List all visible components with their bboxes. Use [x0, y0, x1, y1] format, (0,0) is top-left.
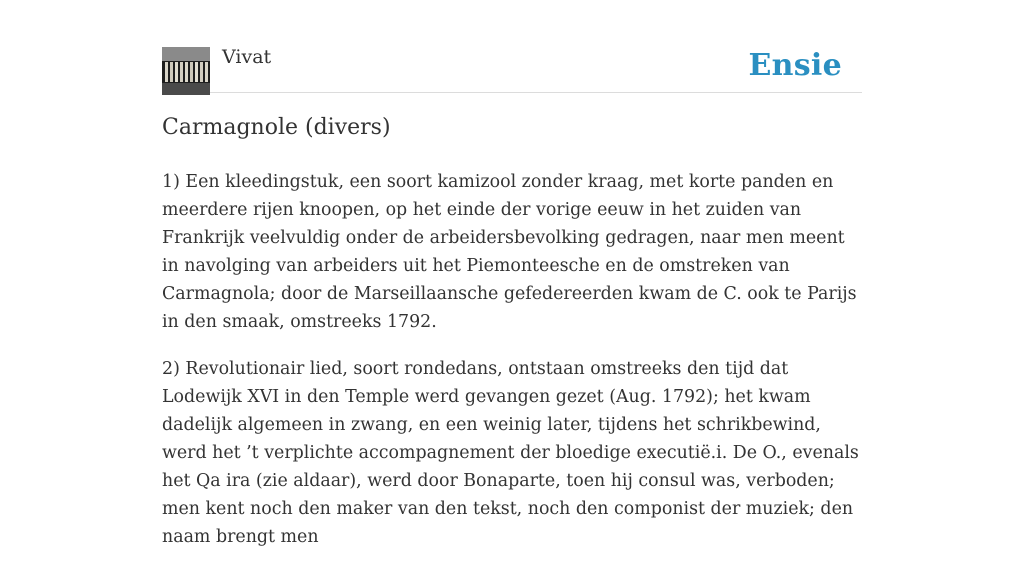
paragraph-1: 1) Een kleedingstuk, een soort kamizool zonder kraag, met korte panden en meerdere rijen knoopen, op het einde der vorige eeuw in het zuiden van Frankrijk veelvuldig onder de arbeidersbevolking gedragen, naar men meent in navolging van arbeiders uit het Piemonteesche en de omstreken van Carmagnola; door de Marseillaansche gefedereerden kwam de C. ook te Parijs in den smaak, omstreeks 1792. — [162, 172, 857, 332]
paragraph-2: 2) Revolutionair lied, soort rondedans, ontstaan omstreeks den tijd dat Lodewijk XVI in den Temple werd gevangen gezet (Aug. 1792); het kwam dadelijk algemeen in zwang, en een weinig later, tijdens het schrikbewind, werd het ’t verplichte accompagnement der bloedige executië.i. De O., evenals het Qa ira (zie aldaar), werd door Bonaparte, toen hij consul was, verboden; men kent noch den maker van den tekst, noch den componist der muziek; den naam brengt men — [162, 359, 859, 547]
site-logo[interactable]: Ensie — [748, 48, 842, 83]
header — [162, 44, 862, 93]
source-name[interactable]: Vivat — [222, 46, 272, 68]
article-body — [162, 168, 866, 570]
book-spines-icon — [162, 47, 210, 95]
avatar[interactable] — [162, 47, 210, 95]
page-title: Carmagnole (divers) — [162, 115, 391, 140]
